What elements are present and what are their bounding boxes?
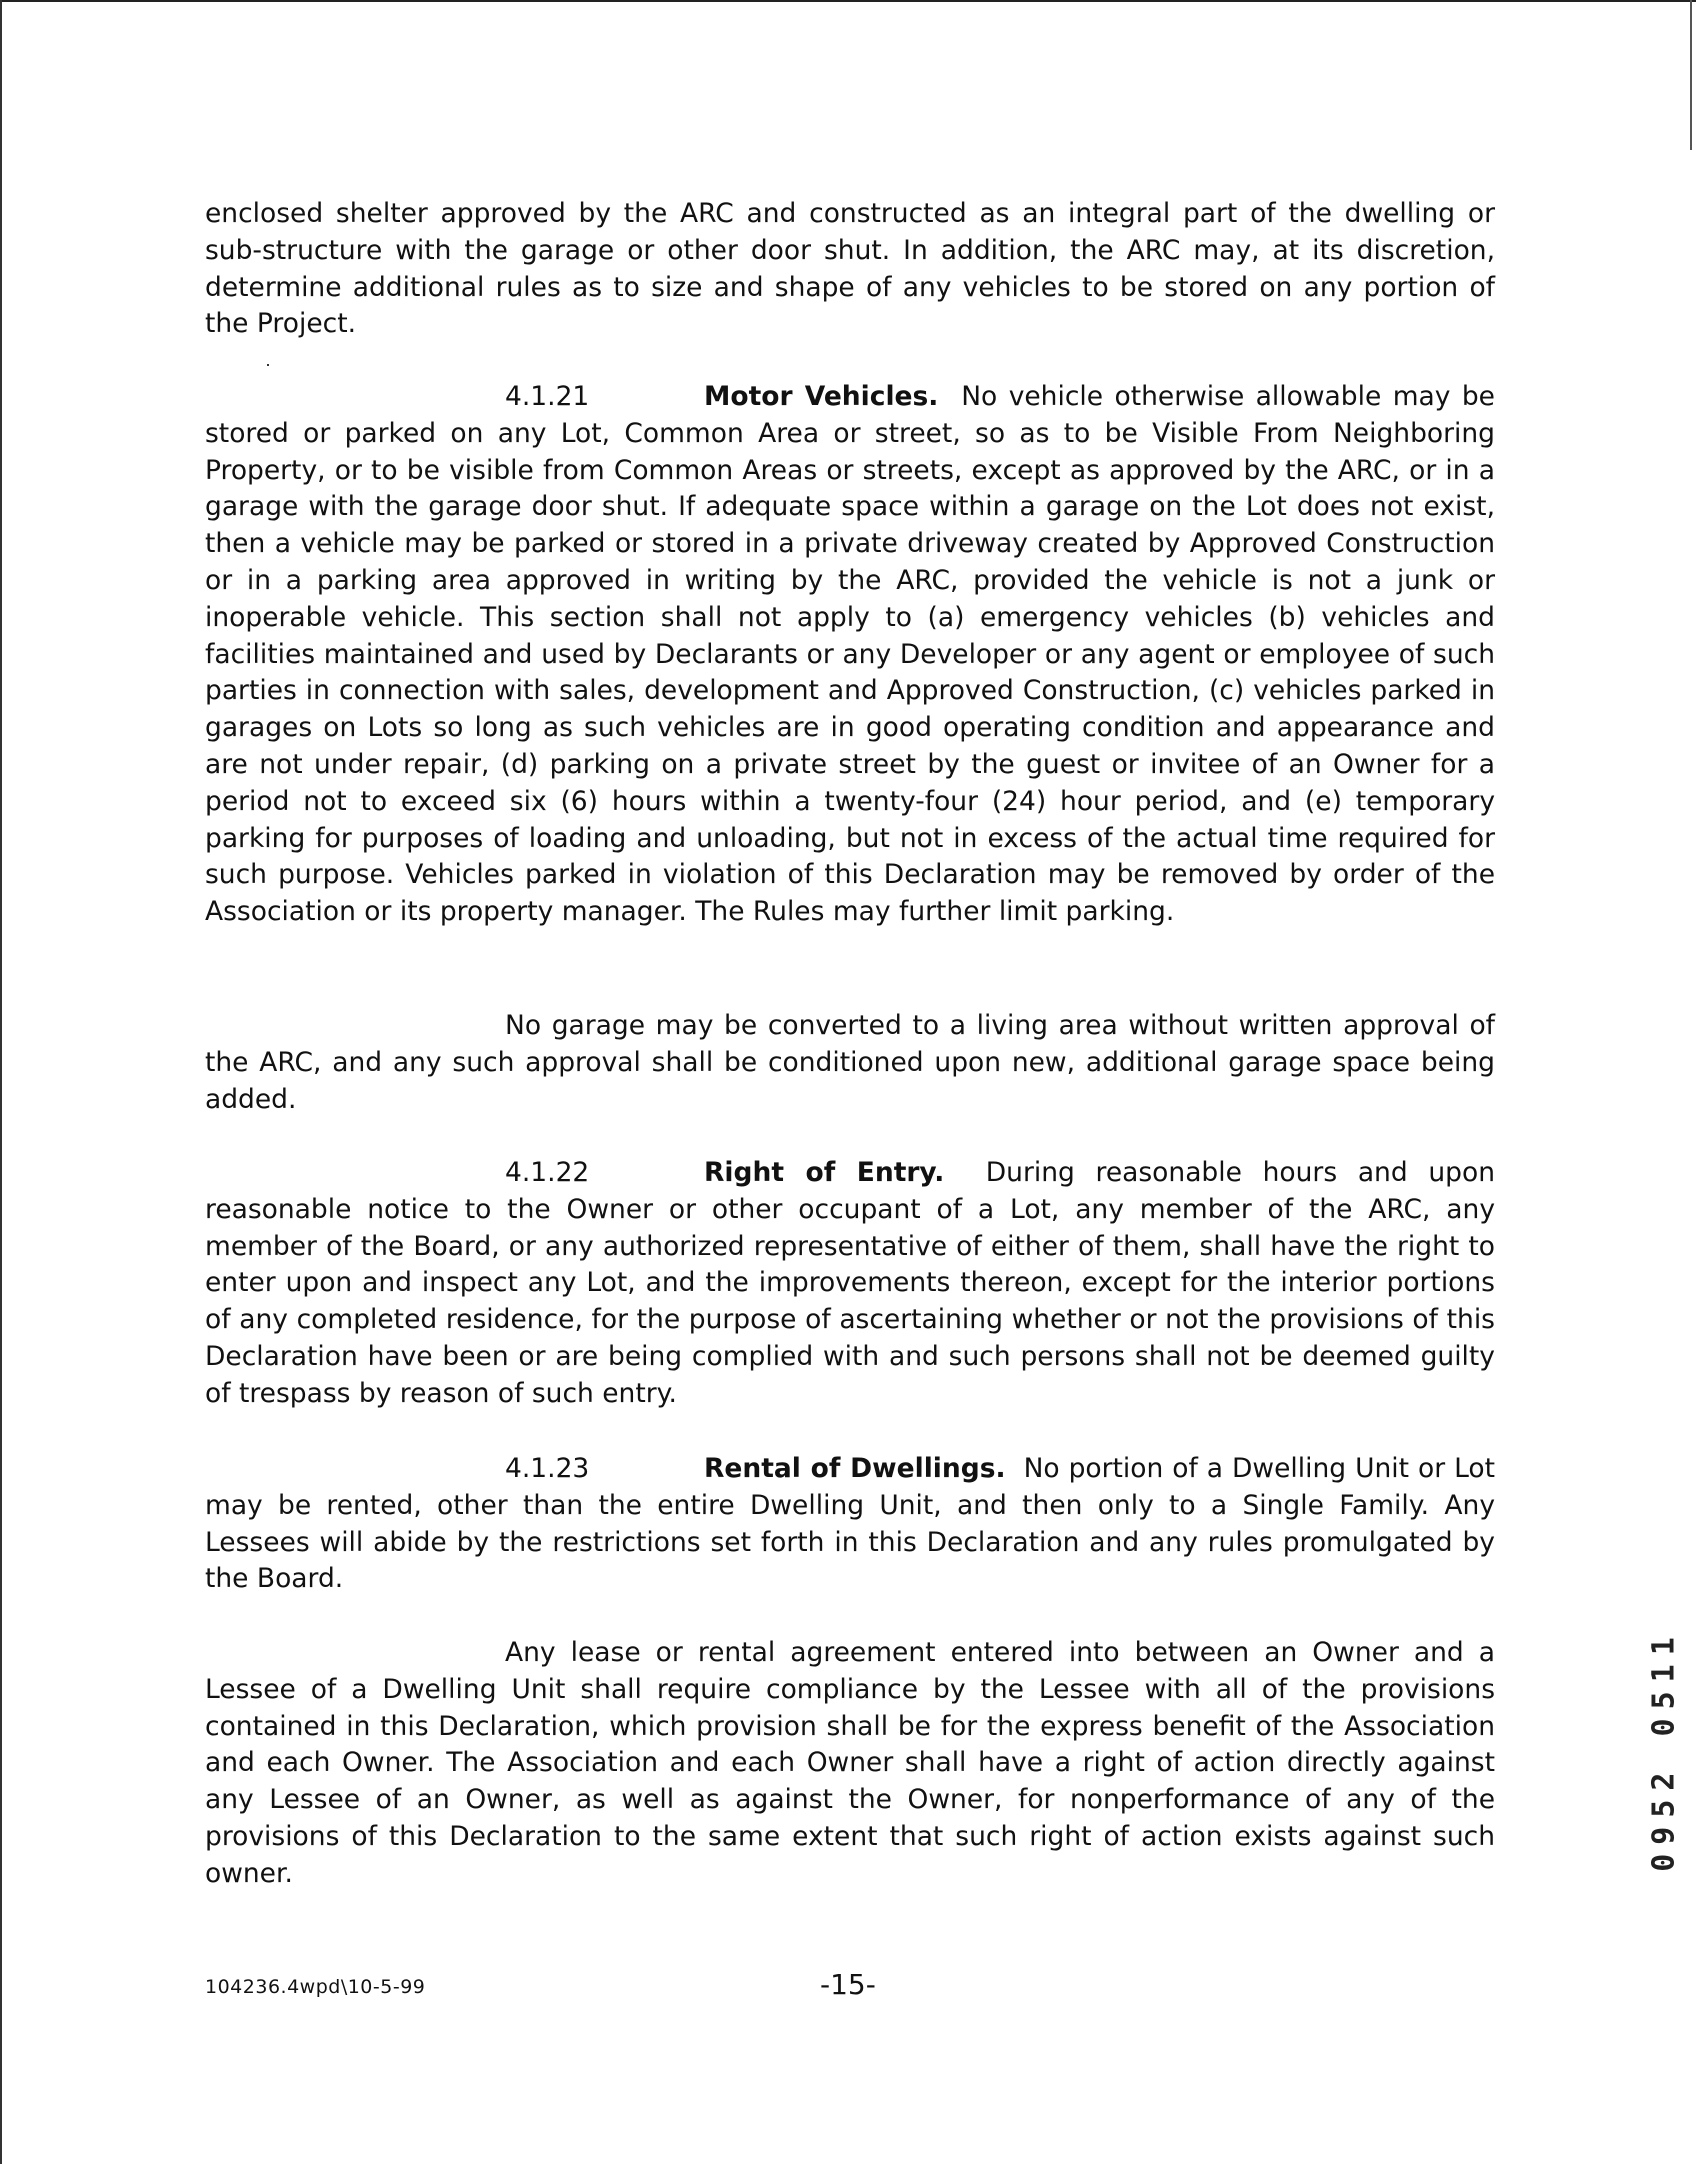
paragraph-garage-conversion xyxy=(205,1008,1495,1118)
section-number: 4.1.22 xyxy=(505,1157,590,1188)
page-edge-left xyxy=(0,0,2,2164)
section-4-1-23 xyxy=(205,1451,1495,1598)
section-title: Rental of Dwellings. xyxy=(704,1453,1006,1484)
recording-stamp xyxy=(1648,1585,1680,1915)
section-number: 4.1.23 xyxy=(505,1453,590,1484)
recording-stamp-text: 0952 0511 xyxy=(1646,1628,1682,1872)
paragraph-continuation xyxy=(205,196,1495,343)
page-edge-top xyxy=(0,0,1696,2)
paragraph-lease-agreement xyxy=(205,1635,1495,1893)
paragraph-text: No garage may be converted to a living area without written approval of the ARC, and any such approval shall be conditioned upon new, additional garage space being added. xyxy=(205,1010,1495,1115)
section-title: Motor Vehicles. xyxy=(704,381,939,412)
paragraph-text: enclosed shelter approved by the ARC and constructed as an integral part of the dwelling or sub-structure with the garage or other door shut. In addition, the ARC may, at its discretion, determine additional rules as to size and shape of any vehicles to be stored on any portion of the Project. xyxy=(205,198,1495,340)
footer-page-number: -15- xyxy=(820,1968,876,2001)
section-4-1-21 xyxy=(205,379,1495,931)
section-text: No portion of a Dwelling Unit or Lot may be rented, other than the entire Dwelling Unit, and then only to a Single Family. Any Lessees will abide by the restrictions set forth in this Declaration and any rules promulgated by the Board. xyxy=(205,1453,1496,1595)
section-number: 4.1.21 xyxy=(505,381,590,412)
scan-speck xyxy=(267,364,269,366)
section-4-1-22 xyxy=(205,1155,1495,1413)
footer-file-reference: 104236.4wpd\10-5-99 xyxy=(205,1976,426,1998)
section-text: During reasonable hours and upon reasonable notice to the Owner or other occupant of a Lot, any member of the ARC, any member of the Board, or any authorized representative of either of them, shall have the right to enter upon and inspect any Lot, and the improvements thereon, except for the interior portions of any completed residence, for the purpose of ascertaining whether or not the provisions of this Declaration have been or are being complied with and such persons shall not be deemed guilty of trespass by reason of such entry. xyxy=(205,1157,1495,1409)
page-edge-right xyxy=(1690,0,1692,150)
section-text: No vehicle otherwise allowable may be stored or parked on any Lot, Common Area or street, so as to be Visible From Neighboring Property, or to be visible from Common Areas or streets, except as approved by the ARC, or in a garage with the garage door shut. If adequate space within a garage on the Lot does not exist, then a vehicle may be parked or stored in a private driveway created by Approved Construction or in a parking area approved in writing by the ARC, provided the vehicle is not a junk or inoperable vehicle. This section shall not apply to (a) emergency vehicles (b) vehicles and facilities maintained and used by Declarants or any Developer or any agent or employee of such parties in connection with sales, development and Approved Construction, (c) vehicles parked in garages on Lots so long as such vehicles are in good operating condition and appearance and are not under repair, (d) parking on a private street by the guest or invitee of an Owner for a period not to exceed six (6) hours within a twenty-four (24) hour period, and (e) temporary parking for purposes of loading and unloading, but not in excess of the actual time required for such purpose. Vehicles parked in violation of this Declaration may be removed by order of the Association or its property manager. The Rules may further limit parking. xyxy=(205,381,1495,928)
section-title: Right of Entry. xyxy=(704,1157,945,1188)
paragraph-text: Any lease or rental agreement entered into between an Owner and a Lessee of a Dwelling Unit shall require compliance by the Lessee with all of the provisions contained in this Declaration, which provision shall be for the express benefit of the Association and each Owner. The Association and each Owner shall have a right of action directly against any Lessee of an Owner, as well as against the Owner, for nonperformance of any of the provisions of this Declaration to the same extent that such right of action exists against such owner. xyxy=(205,1637,1495,1889)
